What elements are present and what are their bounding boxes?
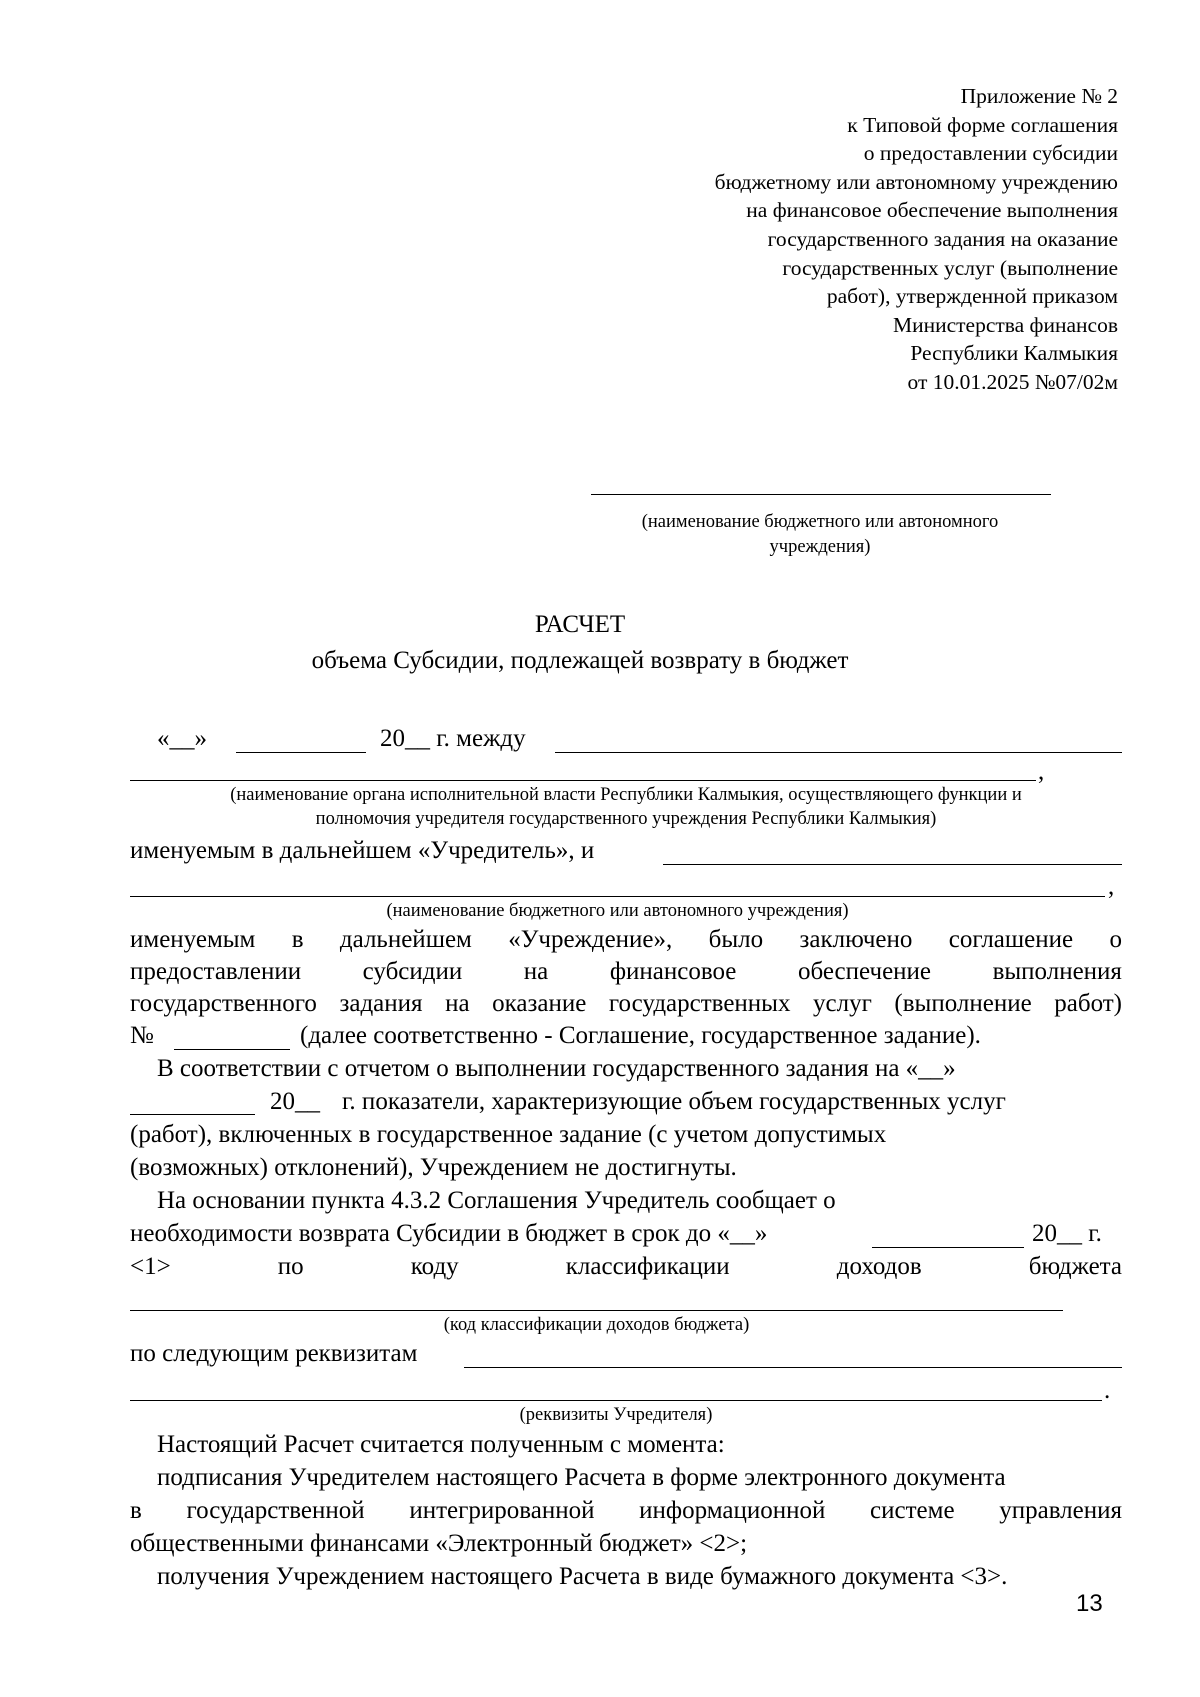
paragraph-line [130,957,1122,987]
word: в [130,1497,142,1524]
appendix-line: Приложение № 2 [960,84,1118,108]
word: заключено [799,926,913,953]
caption-line: (наименование органа исполнительной власти Республики Калмыкия, осуществляющего функции и [230,785,1022,805]
paragraph-line: (работ), включенных в государственное задание (с учетом допустимых [130,1121,887,1148]
word: <1> [130,1253,171,1280]
paragraph-line: В соответствии с отчетом о выполнении государственного задания на «__» [157,1055,956,1082]
word: выполнения [992,958,1122,985]
paragraph-line: г. показатели, характеризующие объем государственных услуг [342,1088,1006,1115]
requisites-label: по следующим реквизитам [130,1340,418,1367]
institution-blank[interactable] [663,864,1122,865]
document-title: РАСЧЕТ [534,611,626,638]
document-subtitle: объема Субсидии, подлежащей возврату в бюджет [311,647,849,674]
appendix-line: Республики Калмыкия [910,341,1118,366]
paragraph-line: подписания Учредителем настоящего Расчета в форме электронного документа [157,1464,1006,1491]
paragraph-line: (далее соответственно - Соглашение, государственное задание). [300,1022,981,1049]
caption-line: (наименование бюджетного или автономного [641,512,999,532]
return-month-blank[interactable] [872,1247,1024,1248]
founder-name-blank-2[interactable] [130,780,1036,781]
comma: , [1108,873,1115,900]
agreement-number-blank[interactable] [174,1049,290,1050]
word: управления [999,1497,1122,1524]
word: бюджета [1028,1253,1122,1280]
report-month-blank[interactable] [130,1114,255,1115]
kbk-blank[interactable] [130,1310,1063,1311]
comma: , [1038,758,1045,785]
word: интегрированной [409,1497,595,1524]
kbk-caption: (код классификации доходов бюджета) [443,1315,750,1335]
word: именуемым [130,926,256,953]
period: . [1104,1377,1111,1404]
word: государственной [186,1497,365,1524]
word: «Учреждение», [508,926,673,953]
appendix-line: государственного задания на оказание [767,226,1118,251]
report-year: 20__ [270,1088,320,1115]
founder-name-blank[interactable] [555,752,1122,753]
word: коду [410,1253,459,1280]
paragraph-line: (возможных) отклонений), Учреждением не достигнуты. [130,1154,737,1181]
founder-named-text: именуемым в дальнейшем «Учредитель», и [130,837,595,864]
word: было [708,926,764,953]
paragraph-line [130,1252,1122,1282]
institution-blank-2[interactable] [130,896,1105,897]
appendix-line: работ), утвержденной приказом [826,284,1118,309]
paragraph-line [130,925,1122,955]
date-month-blank[interactable] [236,752,366,753]
appendix-line: к Типовой форме соглашения [847,112,1118,137]
date-year-text: 20__ г. между [380,725,526,752]
paragraph-line: На основании пункта 4.3.2 Соглашения Учредитель сообщает о [157,1187,836,1214]
word: в [291,926,304,953]
number-sign: № [130,1022,154,1049]
paragraph-line: Настоящий Расчет считается полученным с момента: [157,1431,725,1458]
date-day-field: «__» [157,725,207,752]
paragraph-line: государственного задания на оказание государственных услуг (выполнение работ) [130,990,1122,1017]
requisites-blank-2[interactable] [130,1400,1102,1401]
word: соглашение [948,926,1074,953]
paragraph-line [130,1496,1122,1526]
appendix-line: на финансовое обеспечение выполнения [746,198,1118,223]
paragraph-line: общественными финансами «Электронный бюджет» <2>; [130,1530,748,1557]
institution-name-caption [560,510,1080,560]
word: классификации [565,1253,730,1280]
caption-line: полномочия учредителя государственного учреждения Республики Калмыкия) [315,809,937,829]
word: системе [870,1497,955,1524]
word: доходов [836,1253,922,1280]
appendix-line: от 10.01.2025 №07/02м [907,369,1118,394]
requisites-caption: (реквизиты Учредителя) [519,1405,713,1425]
appendix-line: бюджетному или автономному учреждению [714,169,1118,194]
word: информационной [639,1497,826,1524]
word: на [523,958,549,985]
word: о [1109,926,1122,953]
appendix-line: государственных услуг (выполнение [782,255,1118,280]
word: субсидии [362,958,463,985]
appendix-line: о предоставлении субсидии [863,141,1118,166]
appendix-header [560,82,1118,397]
page-number: 13 [1076,1590,1103,1617]
word: дальнейшем [339,926,472,953]
return-year: 20__ г. [1032,1220,1102,1247]
paragraph-line: необходимости возврата Субсидии в бюджет в срок до «__» [130,1220,768,1247]
word: обеспечение [797,958,932,985]
word: финансовое [609,958,737,985]
founder-caption [130,783,1122,831]
paragraph-line: получения Учреждением настоящего Расчета в виде бумажного документа <3>. [157,1563,1008,1590]
appendix-line: Министерства финансов [892,312,1118,337]
word: предоставлении [130,958,302,985]
word: по [277,1253,304,1280]
institution-name-blank[interactable] [591,494,1051,495]
requisites-blank[interactable] [464,1367,1122,1368]
caption-line: учреждения) [769,537,871,557]
institution-caption: (наименование бюджетного или автономного учреждения) [386,901,849,921]
